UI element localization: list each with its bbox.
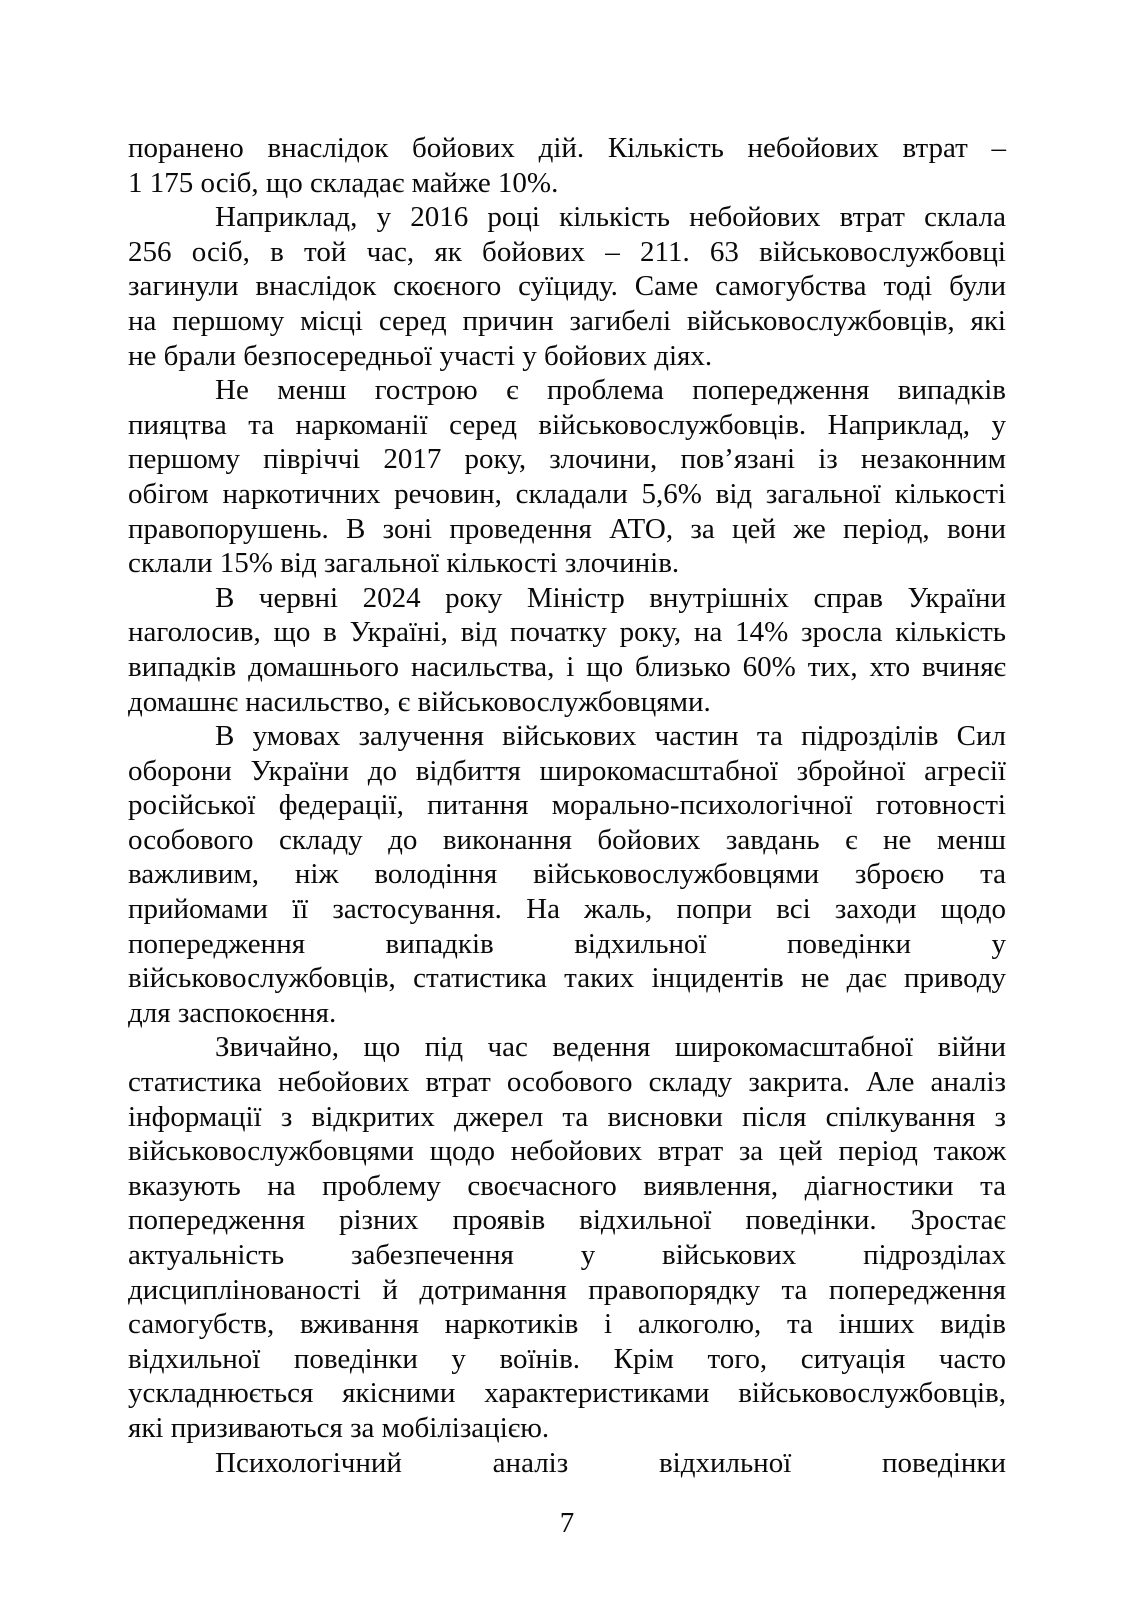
- text-line: Психологічний аналіз відхильної поведінки: [215, 1446, 1006, 1479]
- text-line: оборони України до відбиття широкомасштабної збройної агресії: [128, 754, 1006, 787]
- text-line: поранено внаслідок бойових дій. Кількість небойових втрат –: [128, 132, 1006, 164]
- text-line: важливим, ніж володіння військовослужбовцями зброєю та: [128, 858, 1006, 891]
- text-line: Звичайно, що під час ведення широкомасштабної війни: [215, 1031, 1006, 1064]
- text-line: Наприклад, у 2016 році кількість небойових втрат склала: [215, 201, 1006, 234]
- text-line: військовослужбовцями щодо небойових втрат за цей період також: [128, 1135, 1006, 1168]
- text-line: правопорушень. В зоні проведення АТО, за цей же період, вони: [128, 512, 1006, 545]
- text-line: які призиваються за мобілізацією.: [128, 1411, 550, 1444]
- text-line: військовослужбовців, статистика таких інцидентів не дає приводу: [128, 962, 1006, 995]
- text-line: відхильної поведінки у воїнів. Крім того, ситуація часто: [128, 1342, 1006, 1375]
- text-line: інформації з відкритих джерел та висновки після спілкування з: [128, 1100, 1006, 1133]
- text-line: дисциплінованості й дотримання правопорядку та попередження: [128, 1273, 1006, 1306]
- text-line: вказують на проблему своєчасного виявлення, діагностики та: [128, 1169, 1006, 1202]
- text-line: актуальність забезпечення у військових підрозділах: [128, 1239, 1006, 1271]
- text-line: самогубств, вживання наркотиків і алкоголю, та інших видів: [128, 1308, 1006, 1341]
- text-line: прийомами її застосування. На жаль, попри всі заходи щодо: [128, 893, 1006, 926]
- text-line: 1 175 осіб, що складає майже 10%.: [128, 166, 559, 199]
- text-line: російської федерації, питання морально-психологічної готовності: [128, 789, 1006, 822]
- text-line: 256 осіб, в той час, як бойових – 211. 63 військовослужбовці: [128, 235, 1006, 268]
- text-line: попередження різних проявів відхильної поведінки. Зростає: [128, 1204, 1006, 1237]
- text-line: пияцтва та наркоманії серед військовослужбовців. Наприклад, у: [128, 408, 1006, 441]
- text-line: Не менш гострою є проблема попередження випадків: [215, 374, 1006, 407]
- text-line: випадків домашнього насильства, і що близько 60% тих, хто вчиняє: [128, 650, 1006, 683]
- text-line: особового складу до виконання бойових завдань є не менш: [128, 823, 1006, 856]
- text-line: для заспокоєння.: [128, 996, 337, 1029]
- text-line: В умовах залучення військових частин та підрозділів Сил: [215, 720, 1006, 753]
- text-line: загинули внаслідок скоєного суїциду. Саме самогубства тоді були: [128, 270, 1006, 303]
- text-line: статистика небойових втрат особового складу закрита. Але аналіз: [128, 1066, 1006, 1099]
- text-line: обігом наркотичних речовин, складали 5,6% від загальної кількості: [128, 477, 1006, 510]
- text-line: на першому місці серед причин загибелі військовослужбовців, які: [128, 304, 1006, 337]
- page-number: 7: [559, 1507, 575, 1539]
- text-line: склали 15% від загальної кількості злочинів.: [128, 547, 680, 580]
- text-line: В червні 2024 року Міністр внутрішніх справ України: [215, 581, 1006, 614]
- text-line: першому півріччі 2017 року, злочини, пов’язані із незаконним: [128, 443, 1006, 476]
- text-line: ускладнюється якісними характеристиками військовослужбовців,: [128, 1377, 1006, 1410]
- text-line: наголосив, що в Україні, від початку року, на 14% зросла кількість: [128, 616, 1006, 649]
- text-line: не брали безпосередньої участі у бойових діях.: [128, 339, 713, 372]
- text-line: попередження випадків відхильної поведінки у: [128, 927, 1006, 960]
- body-text: [128, 131, 1006, 1480]
- text-line: домашнє насильство, є військовослужбовцями.: [128, 685, 711, 718]
